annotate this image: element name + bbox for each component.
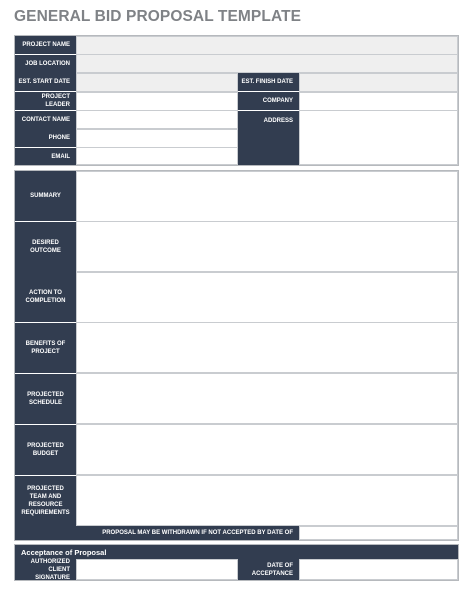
- desired-outcome-field[interactable]: [76, 221, 458, 272]
- action-to-completion-label: ACTION TO COMPLETION: [15, 272, 76, 322]
- job-location-field[interactable]: [76, 54, 458, 73]
- project-info-table: [14, 35, 459, 166]
- phone-label: PHONE: [15, 129, 76, 147]
- projected-schedule-field[interactable]: [76, 373, 458, 424]
- company-field[interactable]: [299, 92, 458, 111]
- project-leader-label: PROJECT LEADER: [15, 92, 76, 110]
- email-label: EMAIL: [15, 148, 76, 165]
- est-finish-date-label: EST. FINISH DATE: [238, 73, 299, 91]
- withdrawn-notice-label: PROPOSAL MAY BE WITHDRAWN IF NOT ACCEPTED BY DATE OF: [15, 526, 299, 540]
- project-name-field[interactable]: [76, 36, 458, 55]
- est-start-date-label: EST. START DATE: [15, 73, 76, 91]
- date-of-acceptance-label: DATE OF ACCEPTANCE: [238, 559, 299, 580]
- withdrawn-date-field[interactable]: [299, 526, 458, 540]
- date-of-acceptance-field[interactable]: [299, 559, 458, 580]
- project-leader-field[interactable]: [76, 92, 238, 111]
- est-finish-date-field[interactable]: [299, 73, 458, 92]
- acceptance-table: [14, 544, 459, 581]
- desired-outcome-label: DESIRED OUTCOME: [15, 222, 76, 272]
- projected-budget-field[interactable]: [76, 424, 458, 475]
- projected-team-field[interactable]: [76, 475, 458, 526]
- authorized-signature-field[interactable]: [76, 559, 238, 580]
- benefits-of-project-label: BENEFITS OF PROJECT: [15, 323, 76, 373]
- summary-label: SUMMARY: [15, 171, 76, 221]
- address-label: ADDRESS: [238, 111, 299, 165]
- projected-team-label: PROJECTED TEAM AND RESOURCE REQUIREMENTS: [15, 476, 76, 526]
- summary-field[interactable]: [76, 171, 458, 222]
- phone-field[interactable]: [76, 129, 238, 148]
- job-location-label: JOB LOCATION: [15, 55, 76, 73]
- authorized-signature-label: AUTHORIZED CLIENT SIGNATURE: [15, 559, 76, 580]
- company-label: COMPANY: [238, 92, 299, 110]
- email-field[interactable]: [76, 147, 238, 165]
- address-field[interactable]: [299, 110, 458, 165]
- action-to-completion-field[interactable]: [76, 272, 458, 323]
- acceptance-header: Acceptance of Proposal: [15, 545, 458, 559]
- contact-name-field[interactable]: [76, 110, 238, 129]
- page-title: GENERAL BID PROPOSAL TEMPLATE: [14, 8, 302, 25]
- projected-budget-label: PROJECTED BUDGET: [15, 425, 76, 475]
- proposal-sections-table: [14, 170, 459, 541]
- est-start-date-field[interactable]: [76, 73, 238, 92]
- contact-name-label: CONTACT NAME: [15, 111, 76, 129]
- project-name-label: PROJECT NAME: [15, 36, 76, 54]
- projected-schedule-label: PROJECTED SCHEDULE: [15, 374, 76, 424]
- benefits-of-project-field[interactable]: [76, 322, 458, 373]
